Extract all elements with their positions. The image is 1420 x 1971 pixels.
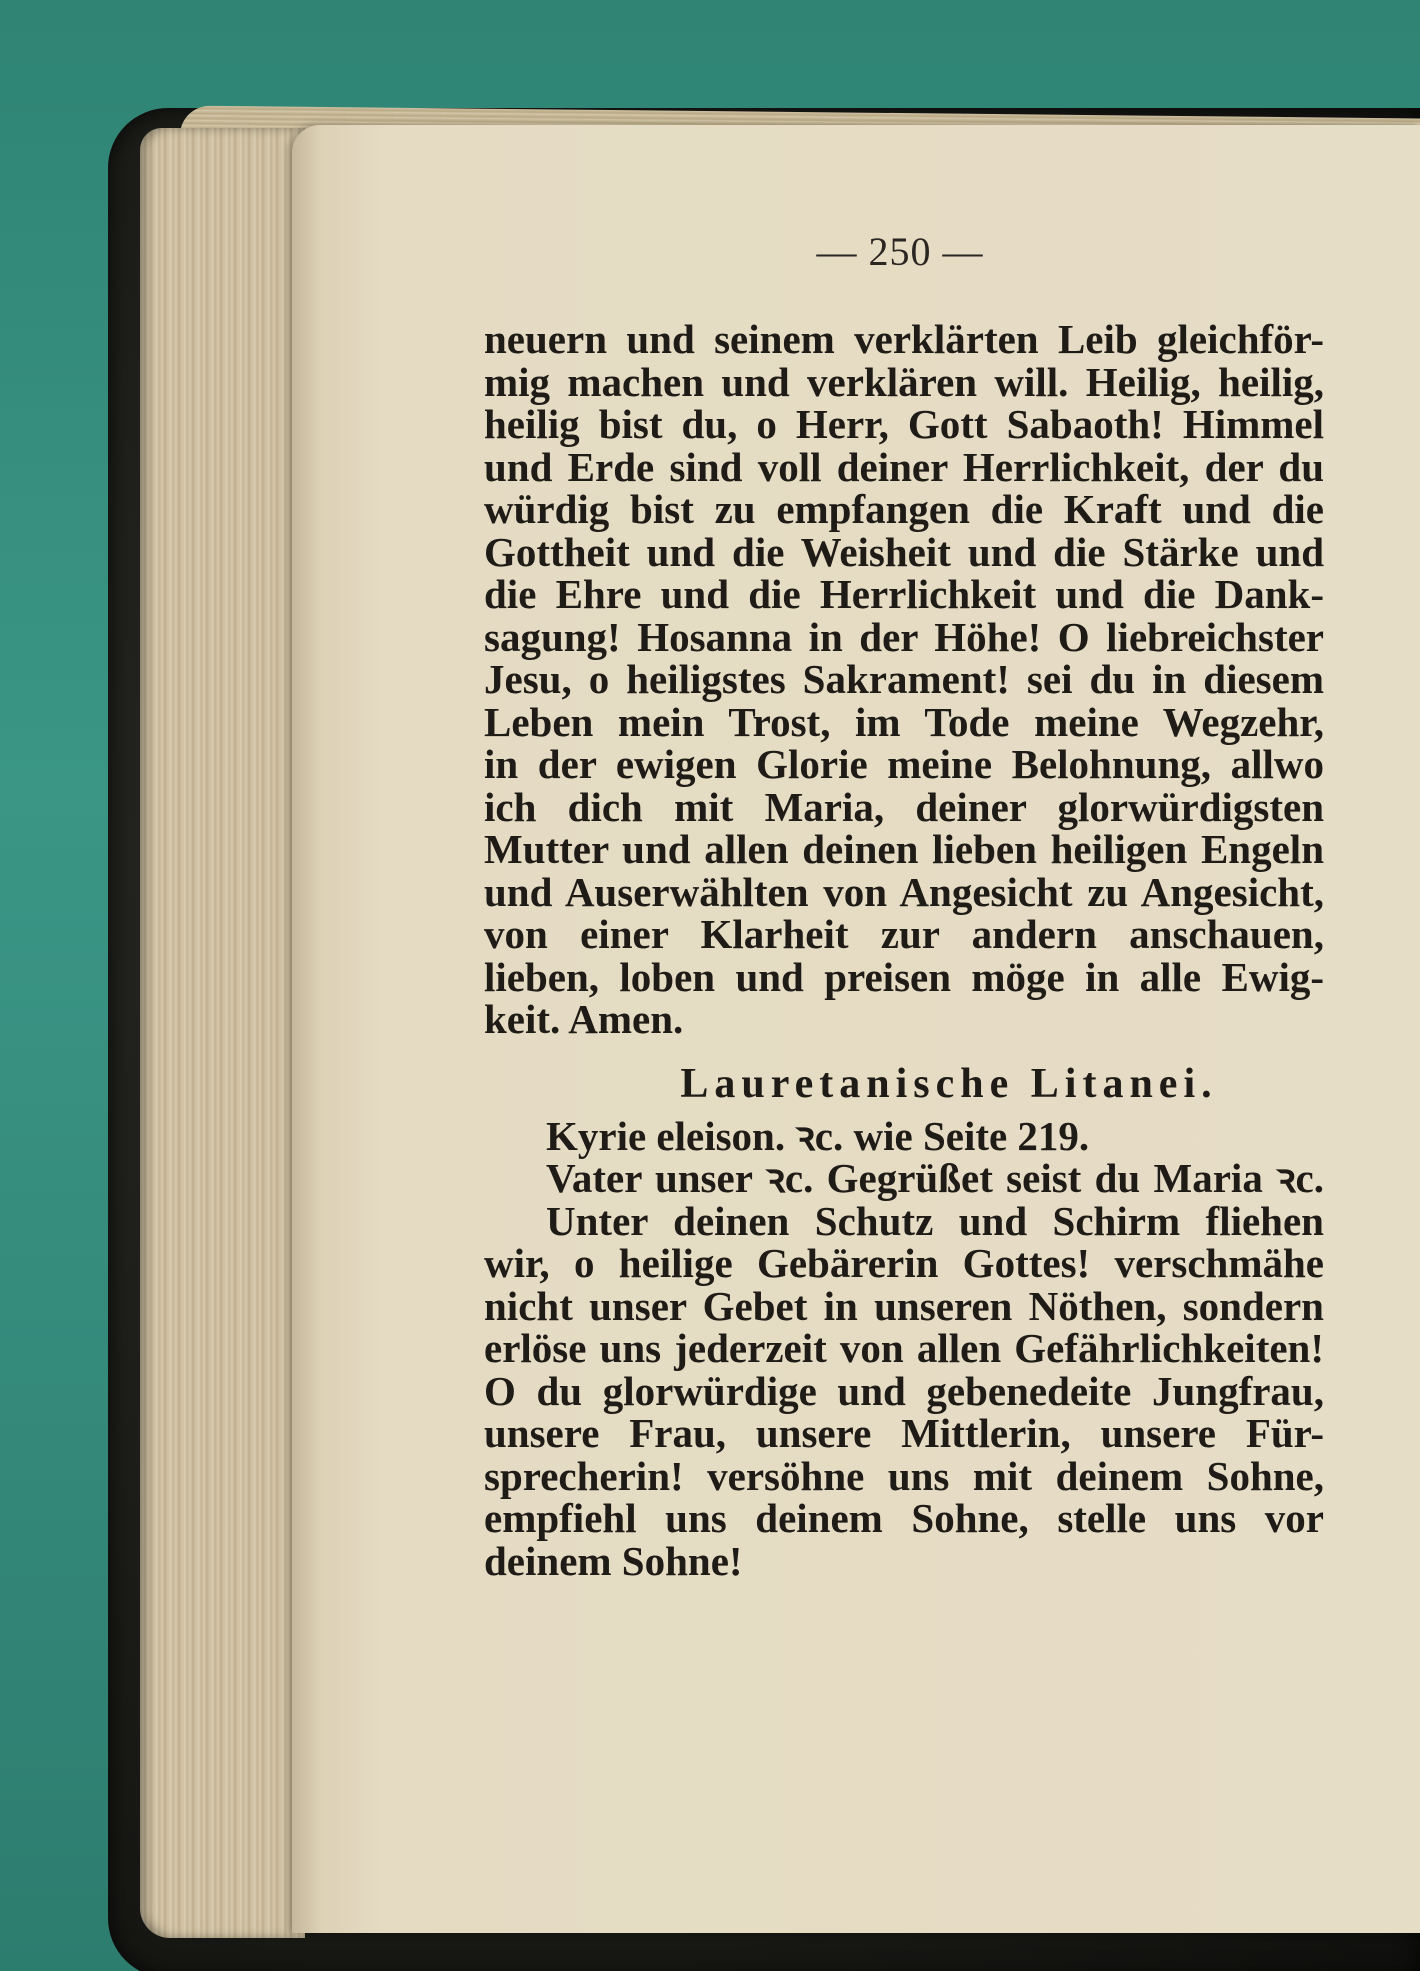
text-line: Mutter und allen deinen lieben heiligen Engeln <box>484 826 1324 872</box>
text-line: sprecherin! versöhne uns mit deinem Sohne, <box>484 1452 1324 1499</box>
section-heading: Lauretanische Litanei. <box>680 1060 1218 1107</box>
text-line: in der ewigen Glorie meine Belohnung, allwo <box>484 741 1324 787</box>
text-line: Gottheit und die Weisheit und die Stärke und <box>484 528 1324 575</box>
text-line: würdig bist zu empfangen die Kraft und die <box>484 486 1324 532</box>
page-text <box>484 318 1324 1582</box>
text-line: unsere Frau, unsere Mittlerin, unsere Für- <box>484 1410 1324 1456</box>
text-line: und Auserwählten von Angesicht zu Angesicht, <box>484 868 1324 915</box>
text-line: neuern und seinem verklärten Leib gleichför- <box>484 316 1324 362</box>
text-line: Jesu, o heiligstes Sakrament! sei du in diesem <box>484 656 1324 702</box>
text-line: erlöse uns jederzeit von allen Gefährlichkeiten! <box>484 1325 1324 1371</box>
text-line: von einer Klarheit zur andern anschauen, <box>484 911 1324 957</box>
text-line: wir, o heilige Gebärerin Gottes! verschmähe <box>484 1240 1324 1286</box>
text-line: lieben, loben und preisen möge in alle Ewig- <box>484 953 1324 1000</box>
text-line: Leben mein Trost, im Tode meine Wegzehr, <box>484 698 1324 745</box>
text-line: heilig bist du, o Herr, Gott Sabaoth! Himmel <box>484 401 1324 447</box>
text-line: nicht unser Gebet in unseren Nöthen, sondern <box>484 1282 1324 1329</box>
page-number: — 250 — <box>816 229 984 274</box>
text-line: Kyrie eleison. ꝛc. wie Seite 219. <box>546 1112 1090 1159</box>
text-line: sagung! Hosanna in der Höhe! O liebreichster <box>484 613 1324 660</box>
text-line: die Ehre und die Herrlichkeit und die Dank- <box>484 571 1324 617</box>
page-edges-left <box>140 128 305 1938</box>
text-line: und Erde sind voll deiner Herrlichkeit, der du <box>484 443 1324 490</box>
text-line: Vater unser ꝛc. Gegrüßet seist du Maria ꝛc. <box>546 1155 1324 1201</box>
text-line: ich dich mit Maria, deiner glorwürdigsten <box>484 783 1324 830</box>
text-line: Unter deinen Schutz und Schirm fliehen <box>546 1197 1324 1244</box>
text-line: empfiehl uns deinem Sohne, stelle uns vor <box>484 1495 1324 1541</box>
text-line: keit. Amen. <box>484 996 684 1042</box>
text-line: mig machen und verklären will. Heilig, heilig, <box>484 358 1324 405</box>
text-line: O du glorwürdige und gebenedeite Jungfrau, <box>484 1367 1324 1414</box>
text-line: deinem Sohne! <box>484 1537 743 1584</box>
